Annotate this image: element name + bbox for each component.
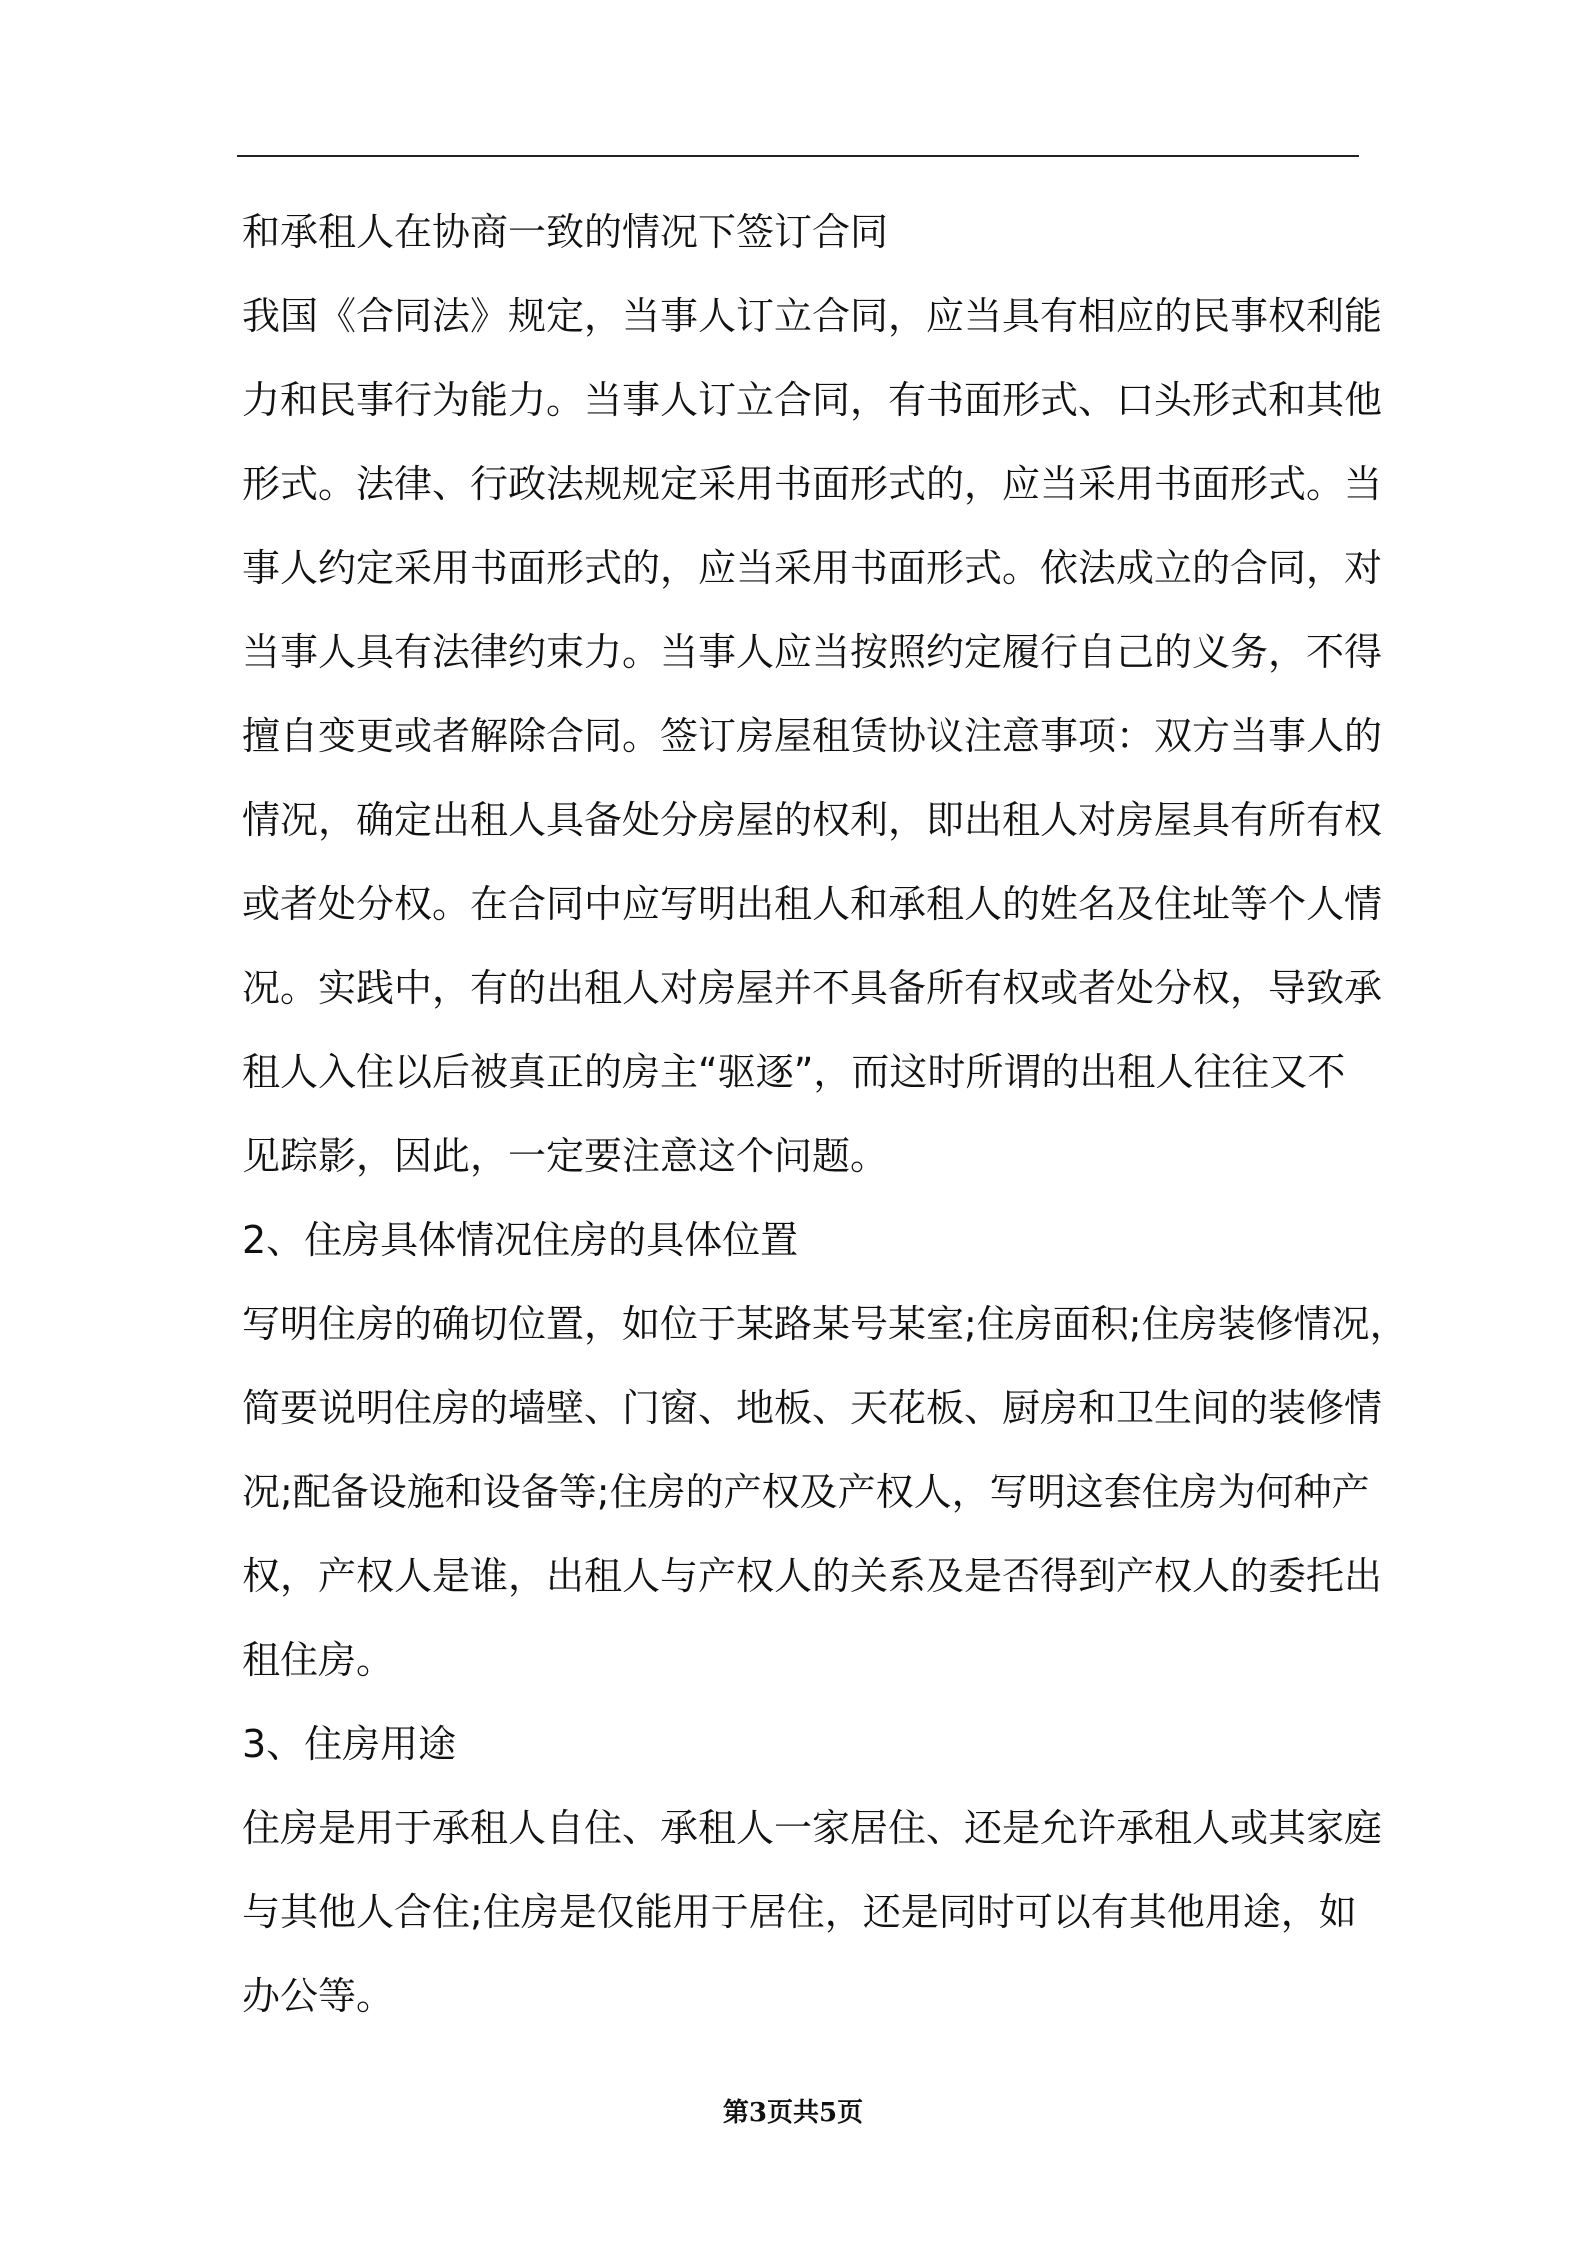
text-line: 见踪影，因此，一定要注意这个问题。 [242,1134,889,1178]
document-body [242,190,1408,2038]
text-line: 写明住房的确切位置，如位于某路某号某室;住房面积;住房装修情况， [242,1302,1408,1346]
text-line: 当事人具有法律约束力。当事人应当按照约定履行自己的义务，不得 [242,630,1383,674]
text-line: 办公等。 [242,1974,395,2018]
text-line: 事人约定采用书面形式的，应当采用书面形式。依法成立的合同，对 [242,546,1383,590]
page-number: 第3页共5页 [722,2098,864,2128]
text-line: 简要说明住房的墙壁、门窗、地板、天花板、厨房和卫生间的装修情 [242,1386,1383,1430]
text-line: 形式。法律、行政法规规定采用书面形式的，应当采用书面形式。当 [242,462,1383,506]
text-line: 况;配备设施和设备等;住房的产权及产权人，写明这套住房为何种产 [242,1470,1370,1514]
section-heading: 3、住房用途 [242,1722,457,1766]
text-line: 力和民事行为能力。当事人订立合同，有书面形式、口头形式和其他 [242,378,1383,422]
text-line: 和承租人在协商一致的情况下签订合同 [242,210,889,254]
text-line: 与其他人合住;住房是仅能用于居住，还是同时可以有其他用途，如 [242,1890,1357,1934]
text-line: 擅自变更或者解除合同。签订房屋租赁协议注意事项：双方当事人的 [242,714,1383,758]
text-line: 租住房。 [242,1638,395,1682]
text-line: 我国《合同法》规定，当事人订立合同，应当具有相应的民事权利能 [242,294,1383,338]
text-line: 住房是用于承租人自住、承租人一家居住、还是允许承租人或其家庭 [242,1806,1383,1850]
header-rule [237,155,1359,157]
text-line: 权，产权人是谁，出租人与产权人的关系及是否得到产权人的委托出 [242,1554,1383,1598]
text-line: 情况，确定出租人具备处分房屋的权利，即出租人对房屋具有所有权 [242,798,1383,842]
text-line: 租人入住以后被真正的房主“驱逐”，而这时所谓的出租人往往又不 [242,1050,1346,1094]
text-line: 况。实践中，有的出租人对房屋并不具备所有权或者处分权，导致承 [242,966,1383,1010]
text-line: 或者处分权。在合同中应写明出租人和承租人的姓名及住址等个人情 [242,882,1383,926]
section-heading: 2、住房具体情况住房的具体位置 [242,1218,799,1262]
